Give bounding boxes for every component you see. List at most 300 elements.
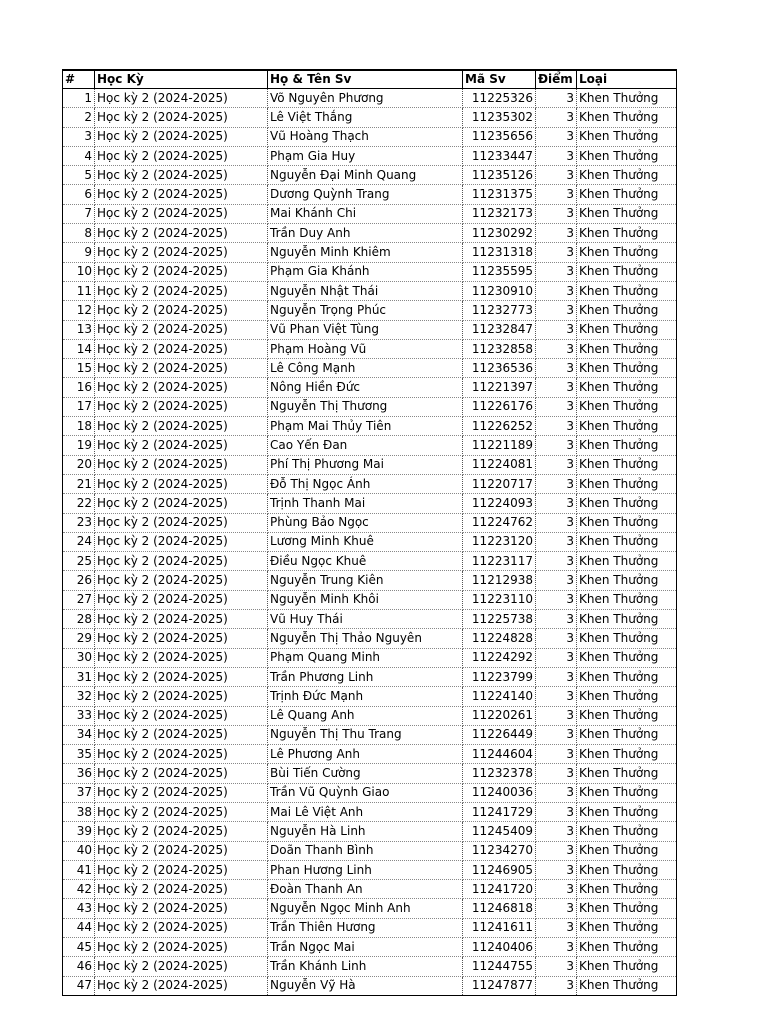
table-row bbox=[63, 243, 677, 262]
cell-index: 13 bbox=[63, 320, 95, 339]
cell-index: 43 bbox=[63, 899, 95, 918]
cell-term: Học kỳ 2 (2024-2025) bbox=[95, 860, 268, 879]
cell-term: Học kỳ 2 (2024-2025) bbox=[95, 108, 268, 127]
cell-student-name: Lê Việt Thắng bbox=[268, 108, 463, 127]
cell-score: 3 bbox=[536, 629, 577, 648]
cell-index: 27 bbox=[63, 590, 95, 609]
cell-index: 21 bbox=[63, 474, 95, 493]
cell-student-name: Trần Vũ Quỳnh Giao bbox=[268, 783, 463, 802]
cell-index: 44 bbox=[63, 918, 95, 937]
cell-score: 3 bbox=[536, 802, 577, 821]
cell-student-id: 11233447 bbox=[463, 146, 536, 165]
cell-score: 3 bbox=[536, 783, 577, 802]
cell-term: Học kỳ 2 (2024-2025) bbox=[95, 417, 268, 436]
table-row bbox=[63, 262, 677, 281]
cell-score: 3 bbox=[536, 262, 577, 281]
cell-student-id: 11235302 bbox=[463, 108, 536, 127]
cell-score: 3 bbox=[536, 359, 577, 378]
cell-term: Học kỳ 2 (2024-2025) bbox=[95, 629, 268, 648]
cell-index: 9 bbox=[63, 243, 95, 262]
cell-type: Khen Thưởng bbox=[577, 378, 677, 397]
cell-student-id: 11232858 bbox=[463, 339, 536, 358]
cell-term: Học kỳ 2 (2024-2025) bbox=[95, 745, 268, 764]
table-row bbox=[63, 648, 677, 667]
table-row bbox=[63, 610, 677, 629]
cell-student-name: Nông Hiền Đức bbox=[268, 378, 463, 397]
table-body bbox=[63, 89, 677, 996]
cell-term: Học kỳ 2 (2024-2025) bbox=[95, 938, 268, 957]
cell-index: 1 bbox=[63, 89, 95, 108]
cell-score: 3 bbox=[536, 146, 577, 165]
cell-index: 25 bbox=[63, 552, 95, 571]
cell-score: 3 bbox=[536, 976, 577, 995]
table-row bbox=[63, 725, 677, 744]
cell-student-id: 11230292 bbox=[463, 224, 536, 243]
cell-index: 37 bbox=[63, 783, 95, 802]
table-row bbox=[63, 301, 677, 320]
cell-index: 19 bbox=[63, 436, 95, 455]
table-row bbox=[63, 204, 677, 223]
cell-term: Học kỳ 2 (2024-2025) bbox=[95, 899, 268, 918]
cell-student-name: Nguyễn Minh Khôi bbox=[268, 590, 463, 609]
cell-type: Khen Thưởng bbox=[577, 417, 677, 436]
cell-student-id: 11212938 bbox=[463, 571, 536, 590]
cell-index: 47 bbox=[63, 976, 95, 995]
cell-student-id: 11246818 bbox=[463, 899, 536, 918]
cell-index: 4 bbox=[63, 146, 95, 165]
table-row bbox=[63, 224, 677, 243]
cell-index: 42 bbox=[63, 880, 95, 899]
cell-index: 30 bbox=[63, 648, 95, 667]
cell-student-id: 11224762 bbox=[463, 513, 536, 532]
cell-term: Học kỳ 2 (2024-2025) bbox=[95, 648, 268, 667]
cell-student-id: 11235656 bbox=[463, 127, 536, 146]
cell-student-id: 11240036 bbox=[463, 783, 536, 802]
cell-type: Khen Thưởng bbox=[577, 474, 677, 493]
cell-type: Khen Thưởng bbox=[577, 860, 677, 879]
cell-student-name: Phạm Quang Minh bbox=[268, 648, 463, 667]
cell-term: Học kỳ 2 (2024-2025) bbox=[95, 359, 268, 378]
cell-score: 3 bbox=[536, 339, 577, 358]
cell-student-name: Phùng Bảo Ngọc bbox=[268, 513, 463, 532]
cell-type: Khen Thưởng bbox=[577, 783, 677, 802]
cell-student-id: 11246905 bbox=[463, 860, 536, 879]
cell-score: 3 bbox=[536, 301, 577, 320]
cell-student-id: 11223110 bbox=[463, 590, 536, 609]
cell-type: Khen Thưởng bbox=[577, 436, 677, 455]
cell-term: Học kỳ 2 (2024-2025) bbox=[95, 802, 268, 821]
cell-term: Học kỳ 2 (2024-2025) bbox=[95, 783, 268, 802]
cell-term: Học kỳ 2 (2024-2025) bbox=[95, 166, 268, 185]
cell-score: 3 bbox=[536, 281, 577, 300]
cell-student-name: Phạm Gia Huy bbox=[268, 146, 463, 165]
cell-score: 3 bbox=[536, 224, 577, 243]
table-row bbox=[63, 629, 677, 648]
cell-index: 16 bbox=[63, 378, 95, 397]
cell-score: 3 bbox=[536, 494, 577, 513]
cell-score: 3 bbox=[536, 204, 577, 223]
cell-index: 26 bbox=[63, 571, 95, 590]
cell-index: 10 bbox=[63, 262, 95, 281]
cell-index: 14 bbox=[63, 339, 95, 358]
header-student-id: Mã Sv bbox=[463, 70, 536, 89]
cell-score: 3 bbox=[536, 899, 577, 918]
cell-term: Học kỳ 2 (2024-2025) bbox=[95, 455, 268, 474]
cell-student-name: Võ Nguyên Phương bbox=[268, 89, 463, 108]
cell-index: 23 bbox=[63, 513, 95, 532]
cell-term: Học kỳ 2 (2024-2025) bbox=[95, 301, 268, 320]
table-row bbox=[63, 552, 677, 571]
cell-term: Học kỳ 2 (2024-2025) bbox=[95, 590, 268, 609]
cell-type: Khen Thưởng bbox=[577, 224, 677, 243]
table-row bbox=[63, 494, 677, 513]
cell-type: Khen Thưởng bbox=[577, 166, 677, 185]
cell-type: Khen Thưởng bbox=[577, 108, 677, 127]
cell-term: Học kỳ 2 (2024-2025) bbox=[95, 552, 268, 571]
table-row bbox=[63, 802, 677, 821]
header-term: Học Kỳ bbox=[95, 70, 268, 89]
cell-student-id: 11223799 bbox=[463, 667, 536, 686]
table-row bbox=[63, 745, 677, 764]
cell-student-name: Trịnh Đức Mạnh bbox=[268, 687, 463, 706]
cell-student-id: 11224292 bbox=[463, 648, 536, 667]
cell-term: Học kỳ 2 (2024-2025) bbox=[95, 281, 268, 300]
cell-score: 3 bbox=[536, 417, 577, 436]
table-row bbox=[63, 957, 677, 976]
table-row bbox=[63, 899, 677, 918]
table-row bbox=[63, 880, 677, 899]
cell-type: Khen Thưởng bbox=[577, 802, 677, 821]
cell-index: 20 bbox=[63, 455, 95, 474]
cell-score: 3 bbox=[536, 474, 577, 493]
cell-student-name: Mai Lê Việt Anh bbox=[268, 802, 463, 821]
cell-student-id: 11223120 bbox=[463, 532, 536, 551]
cell-index: 40 bbox=[63, 841, 95, 860]
table-row bbox=[63, 359, 677, 378]
cell-student-id: 11220717 bbox=[463, 474, 536, 493]
cell-score: 3 bbox=[536, 648, 577, 667]
header-index: # bbox=[63, 70, 95, 89]
cell-type: Khen Thưởng bbox=[577, 552, 677, 571]
cell-score: 3 bbox=[536, 571, 577, 590]
cell-type: Khen Thưởng bbox=[577, 339, 677, 358]
cell-student-name: Lê Phương Anh bbox=[268, 745, 463, 764]
cell-term: Học kỳ 2 (2024-2025) bbox=[95, 725, 268, 744]
cell-index: 29 bbox=[63, 629, 95, 648]
cell-term: Học kỳ 2 (2024-2025) bbox=[95, 146, 268, 165]
cell-student-id: 11236536 bbox=[463, 359, 536, 378]
cell-student-id: 11225326 bbox=[463, 89, 536, 108]
cell-term: Học kỳ 2 (2024-2025) bbox=[95, 474, 268, 493]
cell-student-id: 11221189 bbox=[463, 436, 536, 455]
cell-student-name: Mai Khánh Chi bbox=[268, 204, 463, 223]
cell-type: Khen Thưởng bbox=[577, 918, 677, 937]
cell-student-id: 11232378 bbox=[463, 764, 536, 783]
header-student-name: Họ & Tên Sv bbox=[268, 70, 463, 89]
cell-index: 45 bbox=[63, 938, 95, 957]
cell-student-name: Nguyễn Trung Kiên bbox=[268, 571, 463, 590]
cell-student-id: 11226449 bbox=[463, 725, 536, 744]
cell-student-name: Phạm Gia Khánh bbox=[268, 262, 463, 281]
cell-student-id: 11223117 bbox=[463, 552, 536, 571]
cell-type: Khen Thưởng bbox=[577, 513, 677, 532]
cell-type: Khen Thưởng bbox=[577, 667, 677, 686]
cell-student-name: Nguyễn Đại Minh Quang bbox=[268, 166, 463, 185]
cell-term: Học kỳ 2 (2024-2025) bbox=[95, 610, 268, 629]
cell-student-name: Lương Minh Khuê bbox=[268, 532, 463, 551]
cell-term: Học kỳ 2 (2024-2025) bbox=[95, 532, 268, 551]
cell-student-name: Lê Quang Anh bbox=[268, 706, 463, 725]
cell-type: Khen Thưởng bbox=[577, 320, 677, 339]
table-row bbox=[63, 417, 677, 436]
cell-type: Khen Thưởng bbox=[577, 397, 677, 416]
cell-student-name: Nguyễn Trọng Phúc bbox=[268, 301, 463, 320]
cell-term: Học kỳ 2 (2024-2025) bbox=[95, 185, 268, 204]
table-row bbox=[63, 687, 677, 706]
cell-index: 12 bbox=[63, 301, 95, 320]
cell-student-id: 11234270 bbox=[463, 841, 536, 860]
cell-type: Khen Thưởng bbox=[577, 127, 677, 146]
cell-student-name: Phí Thị Phương Mai bbox=[268, 455, 463, 474]
cell-type: Khen Thưởng bbox=[577, 359, 677, 378]
cell-type: Khen Thưởng bbox=[577, 706, 677, 725]
cell-index: 41 bbox=[63, 860, 95, 879]
cell-student-id: 11232173 bbox=[463, 204, 536, 223]
cell-term: Học kỳ 2 (2024-2025) bbox=[95, 764, 268, 783]
cell-student-name: Vũ Phan Việt Tùng bbox=[268, 320, 463, 339]
cell-student-id: 11240406 bbox=[463, 938, 536, 957]
cell-type: Khen Thưởng bbox=[577, 89, 677, 108]
cell-student-name: Trần Phương Linh bbox=[268, 667, 463, 686]
cell-student-name: Trần Khánh Linh bbox=[268, 957, 463, 976]
cell-student-id: 11225738 bbox=[463, 610, 536, 629]
cell-term: Học kỳ 2 (2024-2025) bbox=[95, 339, 268, 358]
cell-index: 32 bbox=[63, 687, 95, 706]
cell-student-name: Vũ Hoàng Thạch bbox=[268, 127, 463, 146]
cell-type: Khen Thưởng bbox=[577, 880, 677, 899]
cell-type: Khen Thưởng bbox=[577, 494, 677, 513]
cell-student-id: 11224081 bbox=[463, 455, 536, 474]
table-row bbox=[63, 127, 677, 146]
cell-score: 3 bbox=[536, 108, 577, 127]
cell-student-id: 11241720 bbox=[463, 880, 536, 899]
table-row bbox=[63, 706, 677, 725]
cell-term: Học kỳ 2 (2024-2025) bbox=[95, 957, 268, 976]
cell-index: 31 bbox=[63, 667, 95, 686]
table-row bbox=[63, 571, 677, 590]
cell-student-name: Nguyễn Nhật Thái bbox=[268, 281, 463, 300]
cell-score: 3 bbox=[536, 938, 577, 957]
cell-score: 3 bbox=[536, 610, 577, 629]
cell-student-name: Vũ Huy Thái bbox=[268, 610, 463, 629]
table-row bbox=[63, 166, 677, 185]
cell-score: 3 bbox=[536, 860, 577, 879]
cell-score: 3 bbox=[536, 957, 577, 976]
cell-type: Khen Thưởng bbox=[577, 610, 677, 629]
cell-term: Học kỳ 2 (2024-2025) bbox=[95, 397, 268, 416]
cell-score: 3 bbox=[536, 185, 577, 204]
cell-type: Khen Thưởng bbox=[577, 301, 677, 320]
cell-index: 18 bbox=[63, 417, 95, 436]
cell-score: 3 bbox=[536, 687, 577, 706]
cell-student-id: 11220261 bbox=[463, 706, 536, 725]
cell-student-name: Nguyễn Thị Thảo Nguyên bbox=[268, 629, 463, 648]
cell-student-name: Nguyễn Thị Thu Trang bbox=[268, 725, 463, 744]
cell-student-name: Nguyễn Hà Linh bbox=[268, 822, 463, 841]
cell-student-id: 11244604 bbox=[463, 745, 536, 764]
cell-student-id: 11235595 bbox=[463, 262, 536, 281]
table-row bbox=[63, 89, 677, 108]
cell-student-name: Bùi Tiến Cường bbox=[268, 764, 463, 783]
table-row bbox=[63, 436, 677, 455]
cell-term: Học kỳ 2 (2024-2025) bbox=[95, 320, 268, 339]
cell-score: 3 bbox=[536, 513, 577, 532]
cell-student-name: Trịnh Thanh Mai bbox=[268, 494, 463, 513]
cell-student-id: 11232847 bbox=[463, 320, 536, 339]
cell-score: 3 bbox=[536, 822, 577, 841]
cell-type: Khen Thưởng bbox=[577, 938, 677, 957]
table-row bbox=[63, 822, 677, 841]
header-row bbox=[63, 70, 677, 89]
cell-student-id: 11235126 bbox=[463, 166, 536, 185]
cell-term: Học kỳ 2 (2024-2025) bbox=[95, 841, 268, 860]
table-row bbox=[63, 474, 677, 493]
cell-type: Khen Thưởng bbox=[577, 629, 677, 648]
cell-student-id: 11231375 bbox=[463, 185, 536, 204]
table-row bbox=[63, 397, 677, 416]
cell-type: Khen Thưởng bbox=[577, 590, 677, 609]
cell-student-name: Đoàn Thanh An bbox=[268, 880, 463, 899]
cell-student-name: Điều Ngọc Khuê bbox=[268, 552, 463, 571]
cell-score: 3 bbox=[536, 764, 577, 783]
cell-term: Học kỳ 2 (2024-2025) bbox=[95, 976, 268, 995]
cell-term: Học kỳ 2 (2024-2025) bbox=[95, 262, 268, 281]
cell-type: Khen Thưởng bbox=[577, 571, 677, 590]
table-row bbox=[63, 513, 677, 532]
cell-type: Khen Thưởng bbox=[577, 687, 677, 706]
cell-score: 3 bbox=[536, 745, 577, 764]
cell-type: Khen Thưởng bbox=[577, 243, 677, 262]
cell-student-name: Nguyễn Ngọc Minh Anh bbox=[268, 899, 463, 918]
table-row bbox=[63, 378, 677, 397]
cell-term: Học kỳ 2 (2024-2025) bbox=[95, 513, 268, 532]
cell-type: Khen Thưởng bbox=[577, 745, 677, 764]
cell-term: Học kỳ 2 (2024-2025) bbox=[95, 667, 268, 686]
cell-term: Học kỳ 2 (2024-2025) bbox=[95, 571, 268, 590]
cell-score: 3 bbox=[536, 455, 577, 474]
cell-term: Học kỳ 2 (2024-2025) bbox=[95, 224, 268, 243]
table-row bbox=[63, 455, 677, 474]
cell-score: 3 bbox=[536, 667, 577, 686]
cell-index: 15 bbox=[63, 359, 95, 378]
cell-score: 3 bbox=[536, 243, 577, 262]
cell-type: Khen Thưởng bbox=[577, 957, 677, 976]
cell-type: Khen Thưởng bbox=[577, 185, 677, 204]
cell-index: 2 bbox=[63, 108, 95, 127]
cell-index: 5 bbox=[63, 166, 95, 185]
header-score: Điểm bbox=[536, 70, 577, 89]
cell-score: 3 bbox=[536, 918, 577, 937]
cell-score: 3 bbox=[536, 552, 577, 571]
cell-index: 46 bbox=[63, 957, 95, 976]
cell-term: Học kỳ 2 (2024-2025) bbox=[95, 204, 268, 223]
cell-student-id: 11232773 bbox=[463, 301, 536, 320]
cell-index: 3 bbox=[63, 127, 95, 146]
cell-student-name: Nguyễn Thị Thương bbox=[268, 397, 463, 416]
cell-student-id: 11226176 bbox=[463, 397, 536, 416]
cell-student-id: 11241729 bbox=[463, 802, 536, 821]
cell-student-name: Lê Công Mạnh bbox=[268, 359, 463, 378]
cell-index: 17 bbox=[63, 397, 95, 416]
cell-type: Khen Thưởng bbox=[577, 725, 677, 744]
cell-term: Học kỳ 2 (2024-2025) bbox=[95, 494, 268, 513]
cell-score: 3 bbox=[536, 532, 577, 551]
cell-type: Khen Thưởng bbox=[577, 899, 677, 918]
cell-student-id: 11231318 bbox=[463, 243, 536, 262]
cell-student-id: 11224140 bbox=[463, 687, 536, 706]
cell-type: Khen Thưởng bbox=[577, 648, 677, 667]
cell-score: 3 bbox=[536, 378, 577, 397]
table-row bbox=[63, 532, 677, 551]
cell-score: 3 bbox=[536, 89, 577, 108]
table-row bbox=[63, 281, 677, 300]
cell-student-id: 11230910 bbox=[463, 281, 536, 300]
cell-type: Khen Thưởng bbox=[577, 764, 677, 783]
cell-student-name: Nguyễn Minh Khiêm bbox=[268, 243, 463, 262]
cell-score: 3 bbox=[536, 880, 577, 899]
cell-student-id: 11224828 bbox=[463, 629, 536, 648]
cell-index: 39 bbox=[63, 822, 95, 841]
table-row bbox=[63, 764, 677, 783]
cell-term: Học kỳ 2 (2024-2025) bbox=[95, 378, 268, 397]
cell-student-id: 11247877 bbox=[463, 976, 536, 995]
table-row bbox=[63, 185, 677, 204]
cell-index: 36 bbox=[63, 764, 95, 783]
cell-index: 24 bbox=[63, 532, 95, 551]
cell-term: Học kỳ 2 (2024-2025) bbox=[95, 436, 268, 455]
award-list-sheet bbox=[62, 69, 676, 996]
cell-type: Khen Thưởng bbox=[577, 146, 677, 165]
cell-student-id: 11241611 bbox=[463, 918, 536, 937]
table-row bbox=[63, 667, 677, 686]
cell-student-name: Phạm Mai Thủy Tiên bbox=[268, 417, 463, 436]
cell-student-name: Nguyễn Vỹ Hà bbox=[268, 976, 463, 995]
cell-index: 33 bbox=[63, 706, 95, 725]
cell-type: Khen Thưởng bbox=[577, 455, 677, 474]
header-type: Loại bbox=[577, 70, 677, 89]
cell-term: Học kỳ 2 (2024-2025) bbox=[95, 127, 268, 146]
cell-score: 3 bbox=[536, 590, 577, 609]
cell-student-name: Doãn Thanh Bình bbox=[268, 841, 463, 860]
cell-index: 7 bbox=[63, 204, 95, 223]
cell-type: Khen Thưởng bbox=[577, 532, 677, 551]
cell-score: 3 bbox=[536, 320, 577, 339]
cell-type: Khen Thưởng bbox=[577, 976, 677, 995]
cell-student-name: Phạm Hoàng Vũ bbox=[268, 339, 463, 358]
cell-type: Khen Thưởng bbox=[577, 822, 677, 841]
cell-score: 3 bbox=[536, 127, 577, 146]
table-row bbox=[63, 976, 677, 995]
cell-score: 3 bbox=[536, 706, 577, 725]
cell-score: 3 bbox=[536, 841, 577, 860]
cell-student-id: 11226252 bbox=[463, 417, 536, 436]
cell-type: Khen Thưởng bbox=[577, 262, 677, 281]
table-row bbox=[63, 590, 677, 609]
cell-term: Học kỳ 2 (2024-2025) bbox=[95, 89, 268, 108]
cell-index: 6 bbox=[63, 185, 95, 204]
table-row bbox=[63, 938, 677, 957]
table-row bbox=[63, 860, 677, 879]
